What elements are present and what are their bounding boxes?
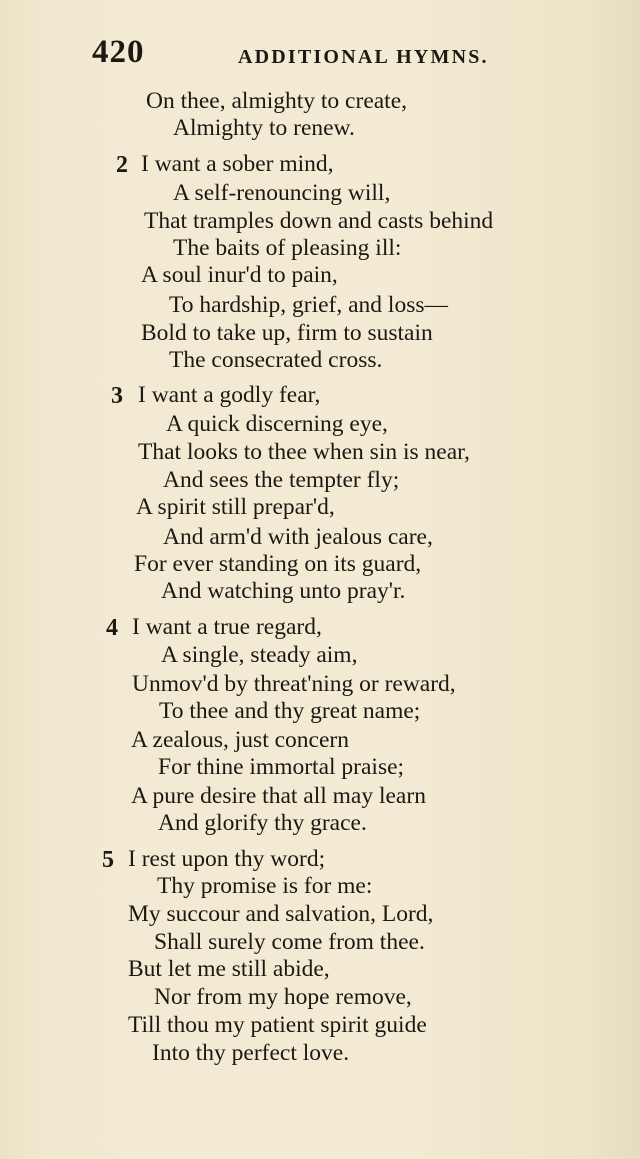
verse-number: 5 [102, 847, 114, 873]
verse-line: I want a godly fear, [138, 382, 321, 408]
verse-line: Nor from my hope remove, [154, 984, 412, 1010]
verse-line: The baits of pleasing ill: [173, 235, 402, 261]
verse-line: The consecrated cross. [169, 347, 383, 373]
verse-line: To hardship, grief, and loss— [169, 292, 449, 318]
verse-line: I want a true regard, [132, 614, 322, 640]
verse-line: Bold to take up, firm to sustain [141, 320, 433, 346]
verse-line: That looks to thee when sin is near, [138, 439, 470, 465]
verse-line: Till thou my patient spirit guide [128, 1012, 427, 1038]
verse-line: A pure desire that all may learn [131, 783, 426, 809]
verse-line: A single, steady aim, [161, 642, 358, 668]
verse-line: That tramples down and casts behind [144, 208, 494, 234]
verse-line: And sees the tempter fly; [163, 467, 400, 493]
verse-line: To thee and thy great name; [159, 698, 421, 724]
verse-line: Into thy perfect love. [152, 1040, 350, 1066]
verse-line: Shall surely come from thee. [154, 929, 425, 955]
continuation-line: On thee, almighty to create, [146, 88, 408, 114]
page-header [92, 34, 522, 78]
verse-line: I want a sober mind, [141, 151, 334, 177]
continuation-line: Almighty to renew. [173, 115, 355, 141]
verse-line: I rest upon thy word; [128, 846, 326, 872]
running-head: ADDITIONAL HYMNS. [238, 46, 489, 68]
verse-line: For ever standing on its guard, [134, 551, 422, 577]
verse-line: My succour and salvation, Lord, [128, 901, 434, 927]
verse-number: 2 [116, 152, 128, 178]
verse-number: 3 [111, 383, 123, 409]
verse-line: Unmov'd by threat'ning or reward, [132, 671, 456, 697]
verse-line: A zealous, just concern [131, 727, 349, 753]
page-number: 420 [92, 34, 145, 70]
verse-line: And watching unto pray'r. [161, 578, 406, 604]
verse-line: A quick discerning eye, [166, 411, 388, 437]
verse-line: And arm'd with jealous care, [163, 524, 433, 550]
verse-line: And glorify thy grace. [158, 810, 367, 836]
verse-line: But let me still abide, [128, 956, 330, 982]
verse-line: Thy promise is for me: [157, 873, 373, 899]
verse-line: For thine immortal praise; [158, 754, 405, 780]
verse-line: A spirit still prepar'd, [136, 494, 335, 520]
verse-number: 4 [106, 615, 118, 641]
verse-line: A self-renouncing will, [173, 180, 391, 206]
verse-line: A soul inur'd to pain, [141, 262, 338, 288]
